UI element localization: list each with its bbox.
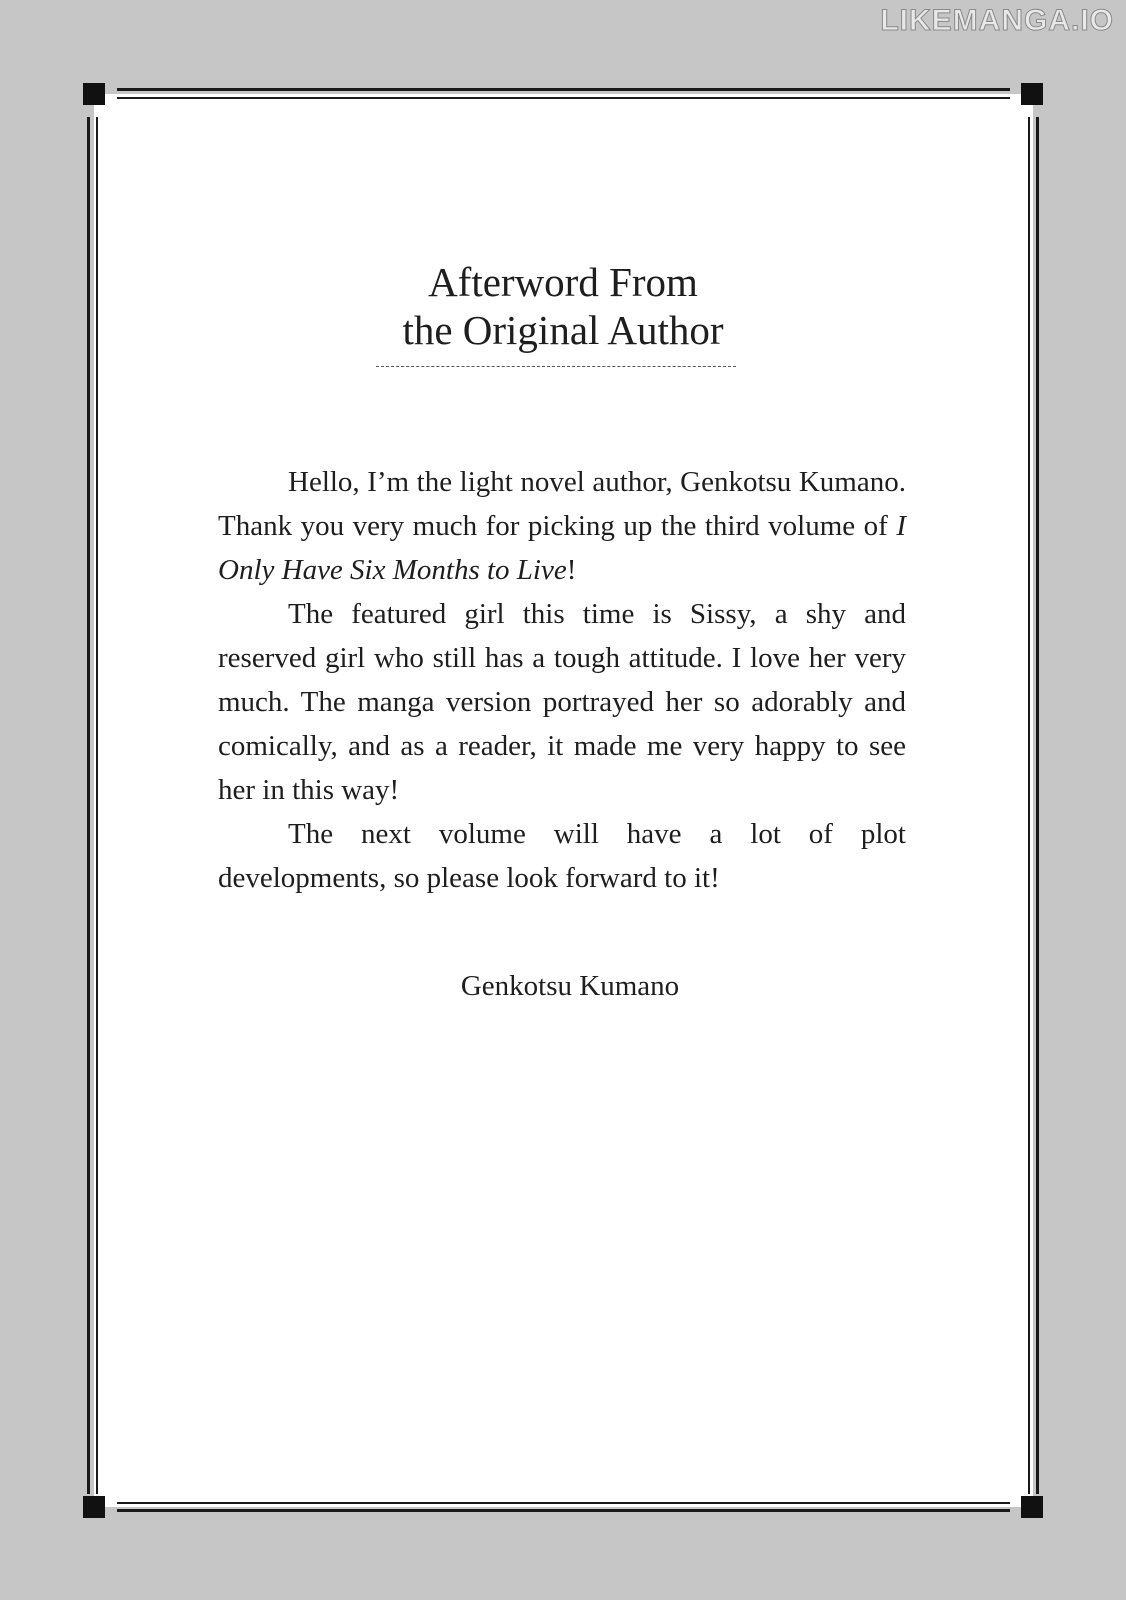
page-title-line-2: the Original Author bbox=[402, 307, 724, 353]
book-title: I Only Have Six Months to Live bbox=[218, 510, 906, 586]
paragraph-1-text: Hello, I’m the light novel author, Genkotsu Kumano. Thank you very much for picking up the third volume of bbox=[218, 466, 906, 542]
page-title bbox=[0, 258, 1126, 354]
site-watermark: LIKEMANGA.IO bbox=[880, 4, 1114, 37]
paragraph-1 bbox=[218, 460, 906, 592]
frame-bottom-inner-line bbox=[117, 1502, 1010, 1504]
page-title-line-1: Afterword From bbox=[428, 259, 698, 305]
frame-corner-top-right bbox=[1021, 83, 1043, 105]
frame-corner-top-left bbox=[83, 83, 105, 105]
frame-corner-bottom-left bbox=[83, 1496, 105, 1518]
frame-top-outer-line bbox=[117, 88, 1010, 91]
frame-bottom-outer-line bbox=[117, 1509, 1010, 1512]
author-signature: Genkotsu Kumano bbox=[460, 970, 680, 1002]
paragraph-3: The next volume will have a lot of plot developments, so please look forward to it! bbox=[218, 818, 906, 894]
frame-corner-bottom-right bbox=[1021, 1496, 1043, 1518]
paragraph-2: The featured girl this time is Sissy, a shy and reserved girl who still has a tough attitude. I love her very much. The manga version portrayed her so adorably and comically, and as a reader, it made me very happy to see her in this way! bbox=[218, 598, 906, 806]
afterword-body bbox=[218, 460, 906, 900]
paragraph-1-end: ! bbox=[566, 554, 577, 586]
title-dashed-divider bbox=[376, 366, 736, 367]
frame-top-inner-line bbox=[117, 97, 1010, 99]
